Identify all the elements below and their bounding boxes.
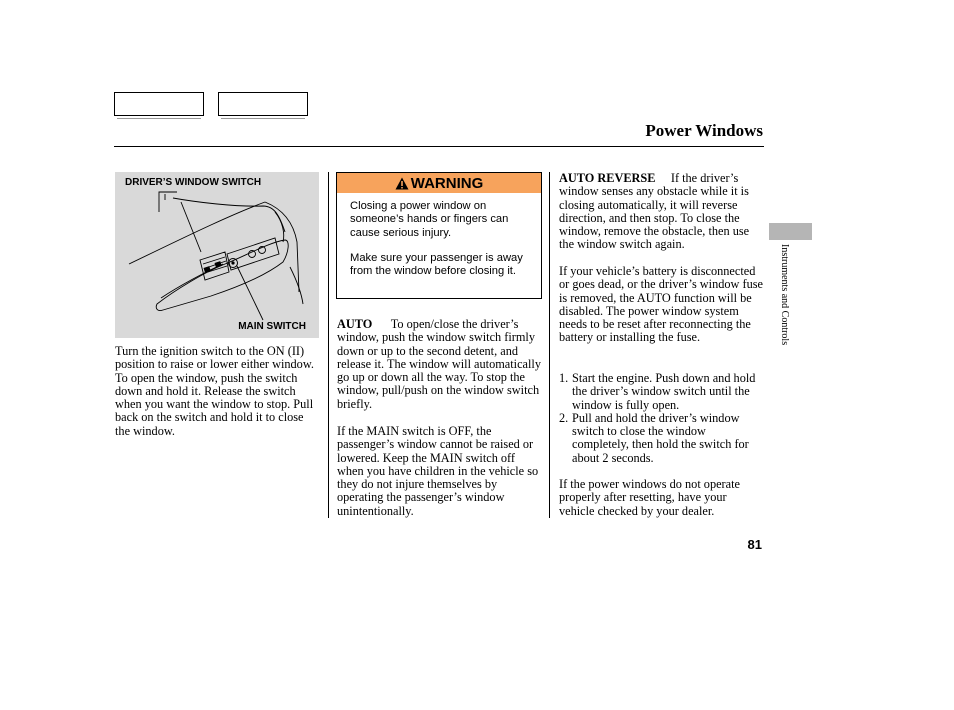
next-page-button[interactable] [218,92,308,116]
reset-steps-list [559,372,763,465]
warning-triangle-icon [395,177,409,190]
auto-reverse-text: If the driver’s window senses any obstacle while it is closing automatically, it will reverse direction, and then stop. To close the window, remove the obstacle, then use the window switch again. [559,171,750,252]
auto-heading: AUTO [337,317,373,331]
main-switch-paragraph: If the MAIN switch is OFF, the passenger’s window cannot be raised or lowered. Keep the MAIN switch off when you have children in the vehicle so they do not injure themselves by operating the passenger’s window unintentionally. [337,424,539,518]
previous-page-button[interactable] [114,92,204,116]
battery-reset-paragraph: If your vehicle’s battery is disconnected or goes dead, or the driver’s window fuse is removed, the AUTO function will be disabled. The power window system needs to be reset after reconnecting the battery or installing the fuse. [559,264,763,345]
window-operation-paragraph: Turn the ignition switch to the ON (II) position to raise or lower either window. To open the window, push the switch down and hold it. Release the switch when you want the window to stop. Pull back on the switch and hold it to close the window. [115,344,314,438]
window-switch-illustration [115,172,319,338]
column-divider-1 [328,172,329,518]
warning-paragraph-1: Closing a power window on someone’s hands or fingers can cause serious injury. [350,200,509,239]
column-divider-2 [549,172,550,518]
step-text: Pull and hold the driver’s window switch to close the window completely, then hold the switch for about 2 seconds. [572,410,749,465]
list-item [559,372,763,412]
figure-label-main-switch: MAIN SWITCH [238,321,306,332]
door-panel-drawing [115,172,319,338]
page-number: 81 [747,537,762,552]
step-number: 1. [559,371,569,385]
section-tab-marker [769,223,812,240]
step-text: Start the engine. Push down and hold the driver’s window switch until the window is fully open. [572,371,756,412]
auto-paragraph [337,318,541,411]
warning-paragraph-2: Make sure your passenger is away from the window before closing it. [350,252,523,278]
auto-reverse-heading: AUTO REVERSE [559,171,656,185]
figure-label-drivers-window-switch: DRIVER’S WINDOW SWITCH [125,177,262,188]
warning-box [336,172,542,299]
warning-header [337,173,541,193]
step-number: 2. [559,410,569,425]
warning-label: WARNING [410,174,484,192]
title-divider [114,146,764,147]
auto-reverse-paragraph [559,172,763,252]
page-title: Power Windows [645,121,763,140]
list-item [559,412,763,465]
auto-text: To open/close the driver’s window, push the window switch firmly down or up to the second detent, and release it. The window will automatically go up or down all the way. To stop the window, pull/push on the window switch briefly. [337,317,541,411]
dealer-check-paragraph: If the power windows do not operate properly after resetting, have your vehicle checked by your dealer. [559,477,740,518]
section-label: Instruments and Controls [779,244,790,346]
